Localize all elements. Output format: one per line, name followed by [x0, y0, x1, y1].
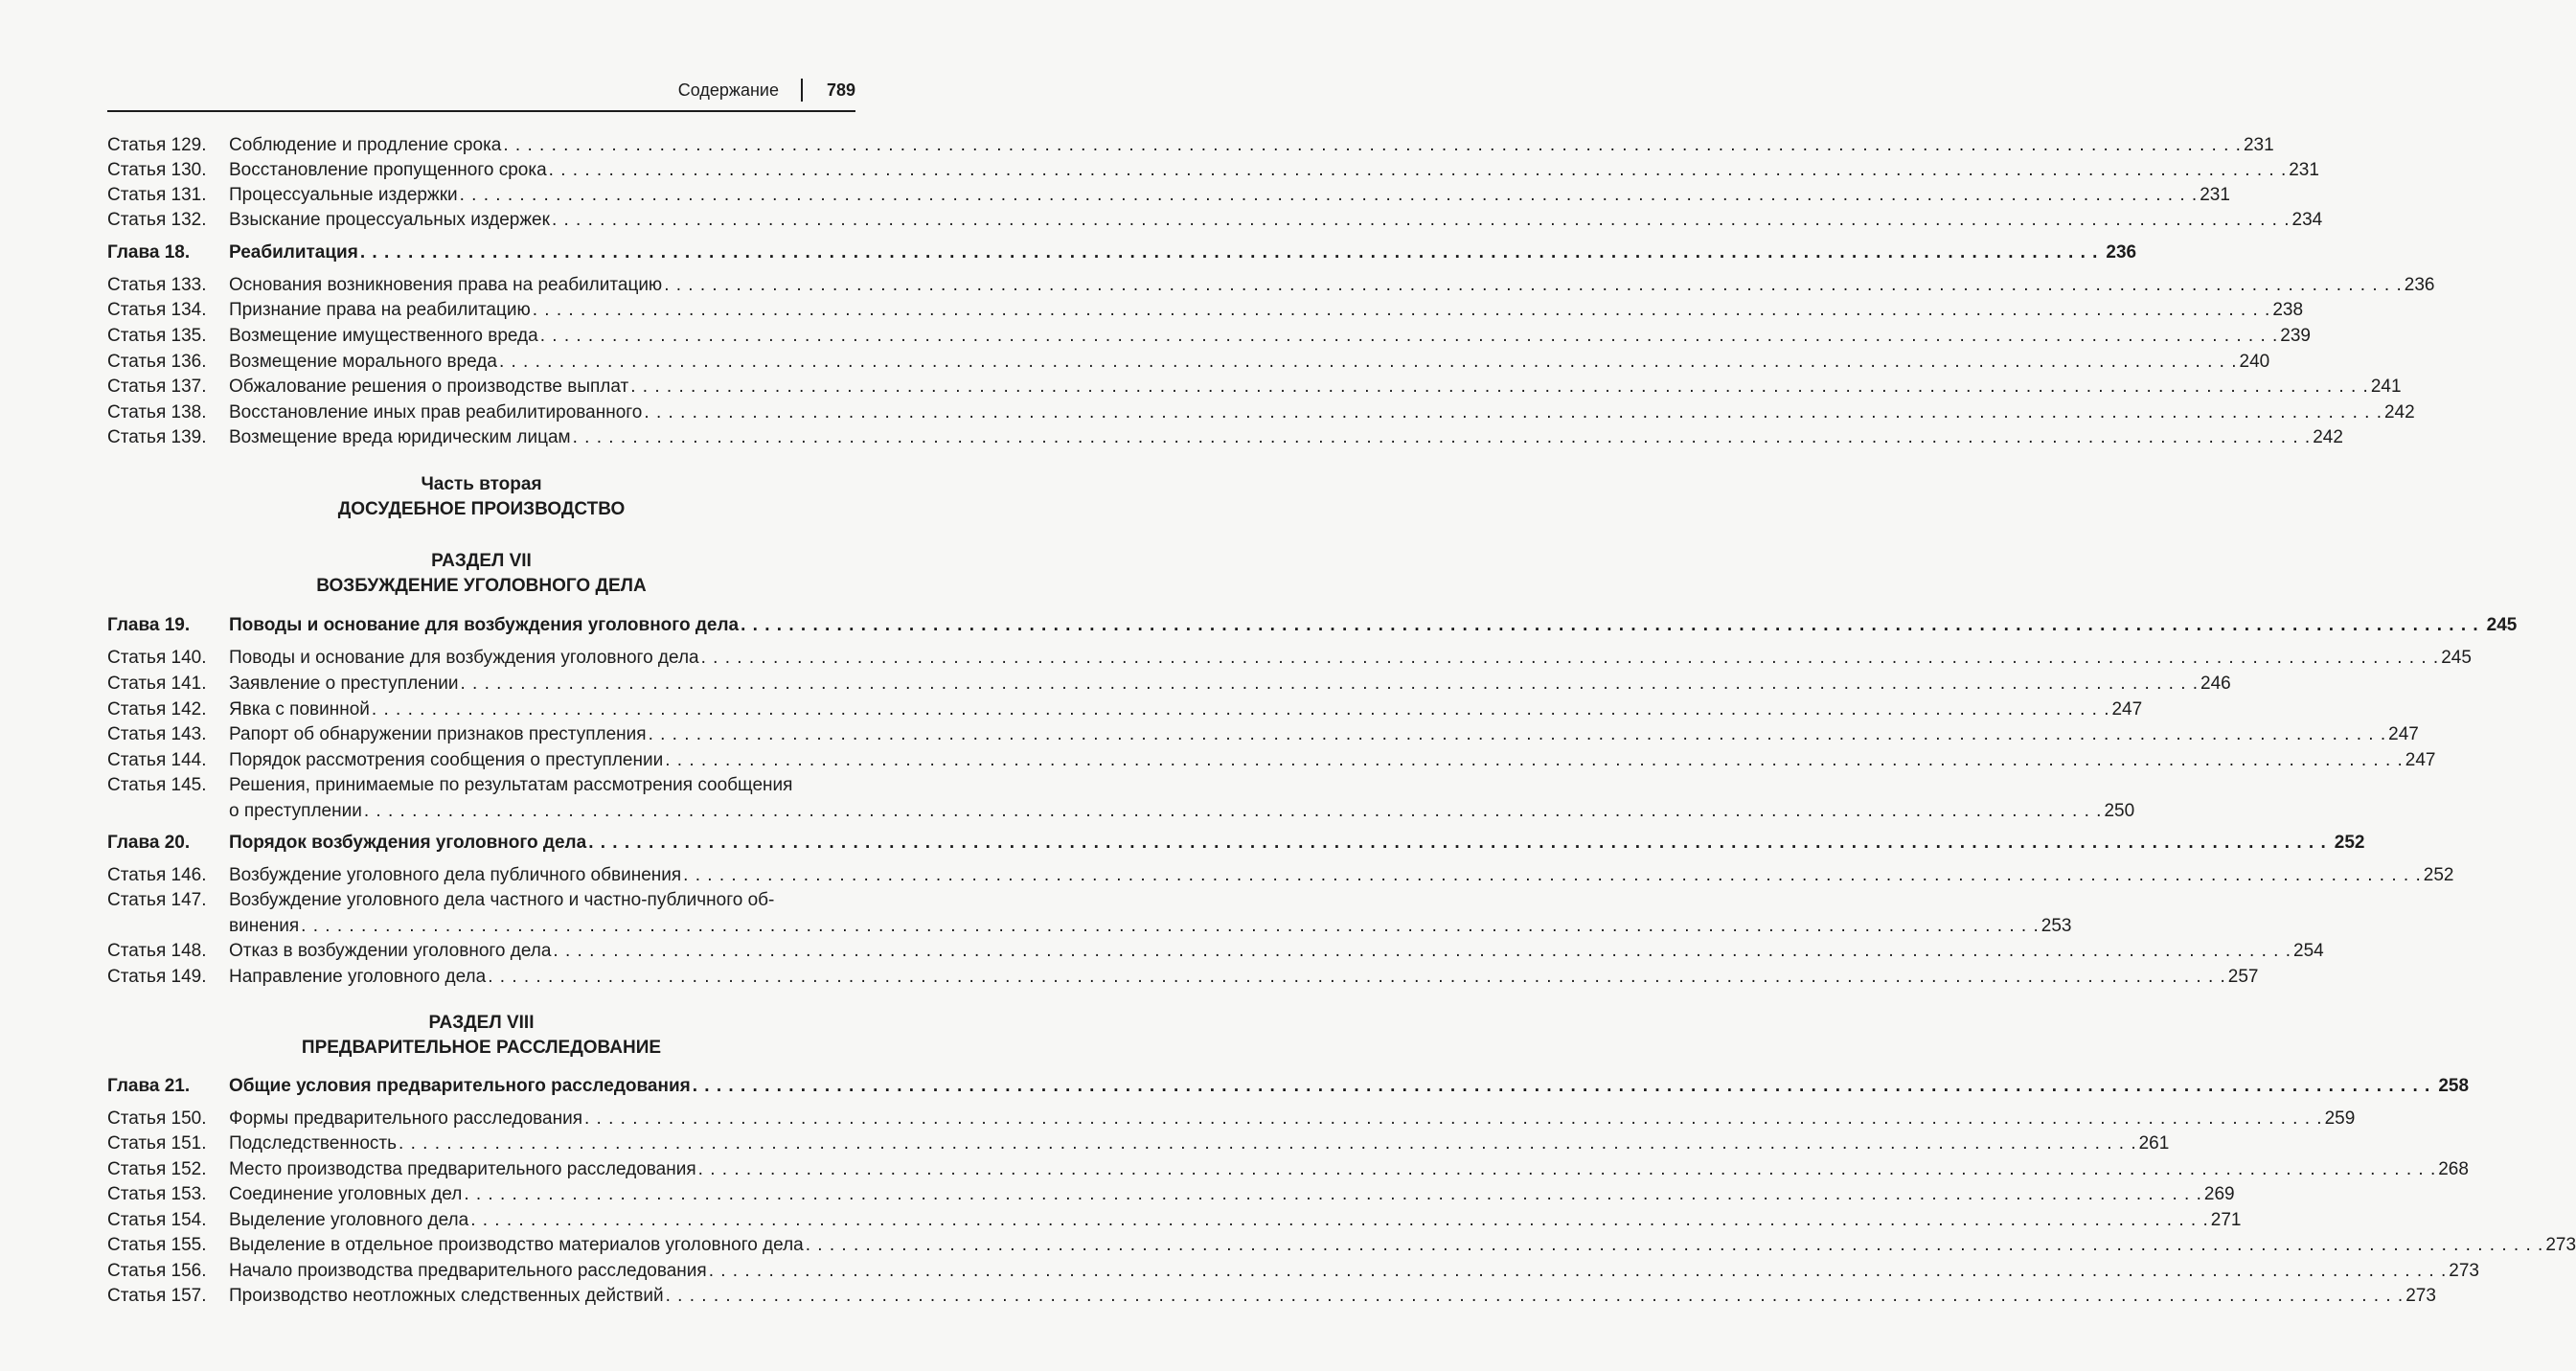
toc-chapter	[107, 614, 2518, 637]
toc-entry	[107, 209, 2323, 232]
page-ref: 236	[2106, 242, 2137, 263]
entry-title: Формы предварительного расследования	[229, 1108, 582, 1129]
toc-entry	[107, 1158, 2469, 1181]
article-number: Статья 131.	[107, 185, 207, 205]
chapter-title: Реабилитация	[229, 242, 358, 263]
section-heading	[107, 1011, 855, 1061]
entry-title-line: Возбуждение уголовного дела частного и частно-публичного об-	[229, 890, 775, 910]
dot-leader	[699, 647, 2440, 670]
page-ref: 269	[2203, 1184, 2235, 1204]
toc-chapter	[107, 1075, 2470, 1098]
part-heading	[107, 472, 855, 522]
page-ref: 271	[2210, 1210, 2242, 1230]
dot-leader	[582, 1108, 2323, 1131]
entry-title: Выделение в отдельное производство материалов уголовного дела	[229, 1235, 804, 1255]
toc-entry	[107, 325, 2311, 348]
article-number: Статья 133.	[107, 275, 207, 295]
page-ref: 252	[2423, 865, 2454, 885]
entry-title: Возмещение вреда юридическим лицам	[229, 427, 571, 447]
dot-leader	[468, 1209, 2209, 1232]
entry-title: Поводы и основание для возбуждения уголовного дела	[229, 648, 699, 668]
entry-title: Обжалование решения о производстве выплат	[229, 377, 629, 397]
page-ref: 245	[2486, 615, 2518, 635]
article-number: Статья 151.	[107, 1133, 207, 1154]
article-number: Статья 144.	[107, 750, 207, 770]
entry-title: Место производства предварительного расследования	[229, 1159, 696, 1179]
article-number: Статья 146.	[107, 865, 207, 885]
dot-leader	[571, 426, 2312, 449]
dot-leader	[370, 698, 2110, 721]
toc-entry	[107, 134, 2274, 157]
article-number: Статья 135.	[107, 326, 207, 346]
dot-leader	[501, 134, 2242, 157]
page-ref: 247	[2111, 699, 2143, 720]
toc-entry	[107, 376, 2402, 399]
dot-leader	[662, 274, 2403, 297]
toc-entry	[107, 1234, 2576, 1257]
chapter-number: Глава 21.	[107, 1076, 191, 1096]
dot-leader	[486, 966, 2226, 989]
toc-entry	[107, 184, 2230, 207]
page-ref: 261	[2138, 1133, 2170, 1154]
running-header	[107, 77, 855, 105]
dot-leader	[586, 832, 2327, 855]
toc-entry	[107, 1132, 2170, 1155]
dot-leader	[663, 749, 2404, 772]
entry-title: Рапорт об обнаружении признаков преступления	[229, 724, 647, 744]
section-heading	[107, 549, 855, 599]
dot-leader	[497, 351, 2238, 374]
page-ref: 273	[2449, 1261, 2479, 1281]
toc-entry	[107, 723, 2419, 746]
toc-entry	[107, 1183, 2235, 1206]
article-number: Статья 154.	[107, 1210, 207, 1230]
entry-title: Взыскание процессуальных издержек	[229, 210, 550, 230]
toc-entry	[107, 966, 2259, 989]
dot-leader	[458, 673, 2199, 696]
dot-leader	[362, 800, 2103, 823]
toc-chapter	[107, 832, 2365, 855]
toc-entry	[107, 864, 2454, 887]
page-ref: 252	[2334, 833, 2365, 853]
entry-title: Подследственность	[229, 1133, 398, 1154]
toc-entry	[107, 749, 2436, 772]
toc-entry	[107, 940, 2324, 963]
toc-entry	[107, 159, 2319, 182]
section-title: ВОЗБУЖДЕНИЕ УГОЛОВНОГО ДЕЛА	[316, 576, 647, 596]
section-label: РАЗДЕЛ VIII	[428, 1013, 535, 1033]
article-number: Статья 157.	[107, 1286, 207, 1306]
article-number: Статья 152.	[107, 1159, 207, 1179]
toc-entry	[107, 1285, 2436, 1308]
dot-leader	[691, 1075, 2431, 1098]
entry-title-line: Решения, принимаемые по результатам рассмотрения сообщения	[229, 775, 793, 795]
chapter-number: Глава 18.	[107, 242, 191, 263]
entry-title: Соблюдение и продление срока	[229, 135, 502, 155]
header-title: Содержание	[677, 80, 779, 100]
page-ref: 253	[2040, 916, 2072, 936]
page-ref: 258	[2438, 1076, 2470, 1096]
entry-title: Возмещение имущественного вреда	[229, 326, 538, 346]
article-number: Статья 134.	[107, 300, 207, 320]
section-label: РАЗДЕЛ VII	[431, 551, 532, 571]
entry-title: Возбуждение уголовного дела публичного обвинения	[229, 865, 682, 885]
entry-title: Начало производства предварительного расследования	[229, 1261, 707, 1281]
toc-entry	[107, 1260, 2479, 1283]
chapter-number: Глава 20.	[107, 833, 191, 853]
article-number: Статья 139.	[107, 427, 207, 447]
header-rule	[107, 110, 855, 112]
dot-leader	[696, 1158, 2437, 1181]
dot-leader	[681, 864, 2422, 887]
article-number: Статья 136.	[107, 352, 207, 372]
toc-entry	[107, 698, 2143, 721]
entry-title: Восстановление пропущенного срока	[229, 160, 547, 180]
part-label: Часть вторая	[421, 474, 542, 494]
page-ref: 242	[2383, 402, 2415, 423]
dot-leader	[462, 1183, 2202, 1206]
page-ref: 231	[2200, 185, 2230, 205]
article-number: Статья 143.	[107, 724, 207, 744]
page-ref: 246	[2200, 674, 2231, 694]
article-number: Статья 142.	[107, 699, 207, 720]
toc-entry	[107, 274, 2435, 297]
entry-title: Направление уголовного дела	[229, 967, 487, 987]
page-ref: 273	[2405, 1286, 2436, 1306]
article-number: Статья 140.	[107, 648, 207, 668]
entry-title: Признание права на реабилитацию	[229, 300, 531, 320]
dot-leader	[547, 159, 2288, 182]
dot-leader	[628, 376, 2369, 399]
toc-entry	[107, 1209, 2242, 1232]
article-number: Статья 130.	[107, 160, 207, 180]
page-ref: 236	[2404, 275, 2435, 295]
article-number: Статья 132.	[107, 210, 207, 230]
entry-title-line: о преступлении	[229, 801, 362, 821]
toc-entry	[107, 1108, 2356, 1131]
part-title: ДОСУДЕБНОЕ ПРОИЗВОДСТВО	[337, 499, 626, 519]
page-ref: 273	[2545, 1235, 2576, 1255]
page-ref: 257	[2227, 967, 2259, 987]
page-ref: 268	[2438, 1159, 2469, 1179]
article-number: Статья 129.	[107, 135, 207, 155]
dot-leader	[358, 241, 2099, 264]
header-separator	[801, 79, 803, 102]
chapter-title: Общие условия предварительного расследования	[229, 1076, 691, 1096]
page-ref: 242	[2313, 427, 2343, 447]
dot-leader	[642, 401, 2382, 424]
article-number: Статья 156.	[107, 1261, 207, 1281]
page-ref: 238	[2272, 300, 2304, 320]
entry-title: Производство неотложных следственных действий	[229, 1286, 664, 1306]
chapter-title: Поводы и основание для возбуждения уголовного дела	[229, 615, 740, 635]
article-number: Статья 149.	[107, 967, 207, 987]
dot-leader	[538, 325, 2279, 348]
toc-entry	[107, 889, 2072, 939]
article-number: Статья 150.	[107, 1108, 207, 1129]
page-ref: 259	[2324, 1108, 2356, 1129]
dot-leader	[739, 614, 2479, 637]
toc-entry	[107, 401, 2415, 424]
entry-title: Отказ в возбуждении уголовного дела	[229, 941, 552, 961]
entry-title: Выделение уголовного дела	[229, 1210, 469, 1230]
toc-entry	[107, 774, 2135, 824]
page-ref: 250	[2104, 801, 2135, 821]
entry-title: Заявление о преступлении	[229, 674, 459, 694]
dot-leader	[664, 1285, 2405, 1308]
header-page-number: 789	[826, 80, 855, 100]
toc-entry	[107, 426, 2343, 449]
article-number: Статья 141.	[107, 674, 207, 694]
dot-leader	[397, 1132, 2137, 1155]
section-title: ПРЕДВАРИТЕЛЬНОЕ РАССЛЕДОВАНИЕ	[301, 1038, 662, 1058]
dot-leader	[804, 1234, 2544, 1257]
toc-chapter	[107, 241, 2137, 264]
page-ref: 231	[2289, 160, 2319, 180]
dot-leader	[707, 1260, 2448, 1283]
dot-leader	[550, 209, 2291, 232]
toc-entry	[107, 647, 2472, 670]
entry-title: Восстановление иных прав реабилитированного	[229, 402, 643, 423]
entry-title-line: винения	[229, 916, 300, 936]
dot-leader	[299, 915, 2040, 938]
page-ref: 240	[2239, 352, 2270, 372]
article-number: Статья 138.	[107, 402, 207, 423]
entry-title: Явка с повинной	[229, 699, 370, 720]
article-number: Статья 148.	[107, 941, 207, 961]
article-number: Статья 153.	[107, 1184, 207, 1204]
article-number: Статья 155.	[107, 1235, 207, 1255]
dot-leader	[458, 184, 2199, 207]
page-ref: 245	[2441, 648, 2472, 668]
article-number: Статья 147.	[107, 890, 207, 910]
dot-leader	[551, 940, 2291, 963]
entry-title: Порядок рассмотрения сообщения о преступлении	[229, 750, 664, 770]
page-ref: 239	[2280, 326, 2311, 346]
dot-leader	[647, 723, 2387, 746]
page-ref: 241	[2370, 377, 2402, 397]
entry-title: Основания возникновения права на реабилитацию	[229, 275, 663, 295]
page-ref: 247	[2388, 724, 2419, 744]
page-ref: 247	[2405, 750, 2436, 770]
page-ref: 254	[2293, 941, 2324, 961]
article-number: Статья 137.	[107, 377, 207, 397]
page-ref: 234	[2291, 210, 2323, 230]
chapter-number: Глава 19.	[107, 615, 191, 635]
entry-title: Возмещение морального вреда	[229, 352, 497, 372]
article-number: Статья 145.	[107, 775, 207, 795]
toc-entry	[107, 351, 2270, 374]
toc-entry	[107, 673, 2231, 696]
page-ref: 231	[2243, 135, 2274, 155]
dot-leader	[531, 299, 2271, 322]
toc-entry	[107, 299, 2304, 322]
chapter-title: Порядок возбуждения уголовного дела	[229, 833, 587, 853]
entry-title: Процессуальные издержки	[229, 185, 458, 205]
entry-title: Соединение уголовных дел	[229, 1184, 463, 1204]
